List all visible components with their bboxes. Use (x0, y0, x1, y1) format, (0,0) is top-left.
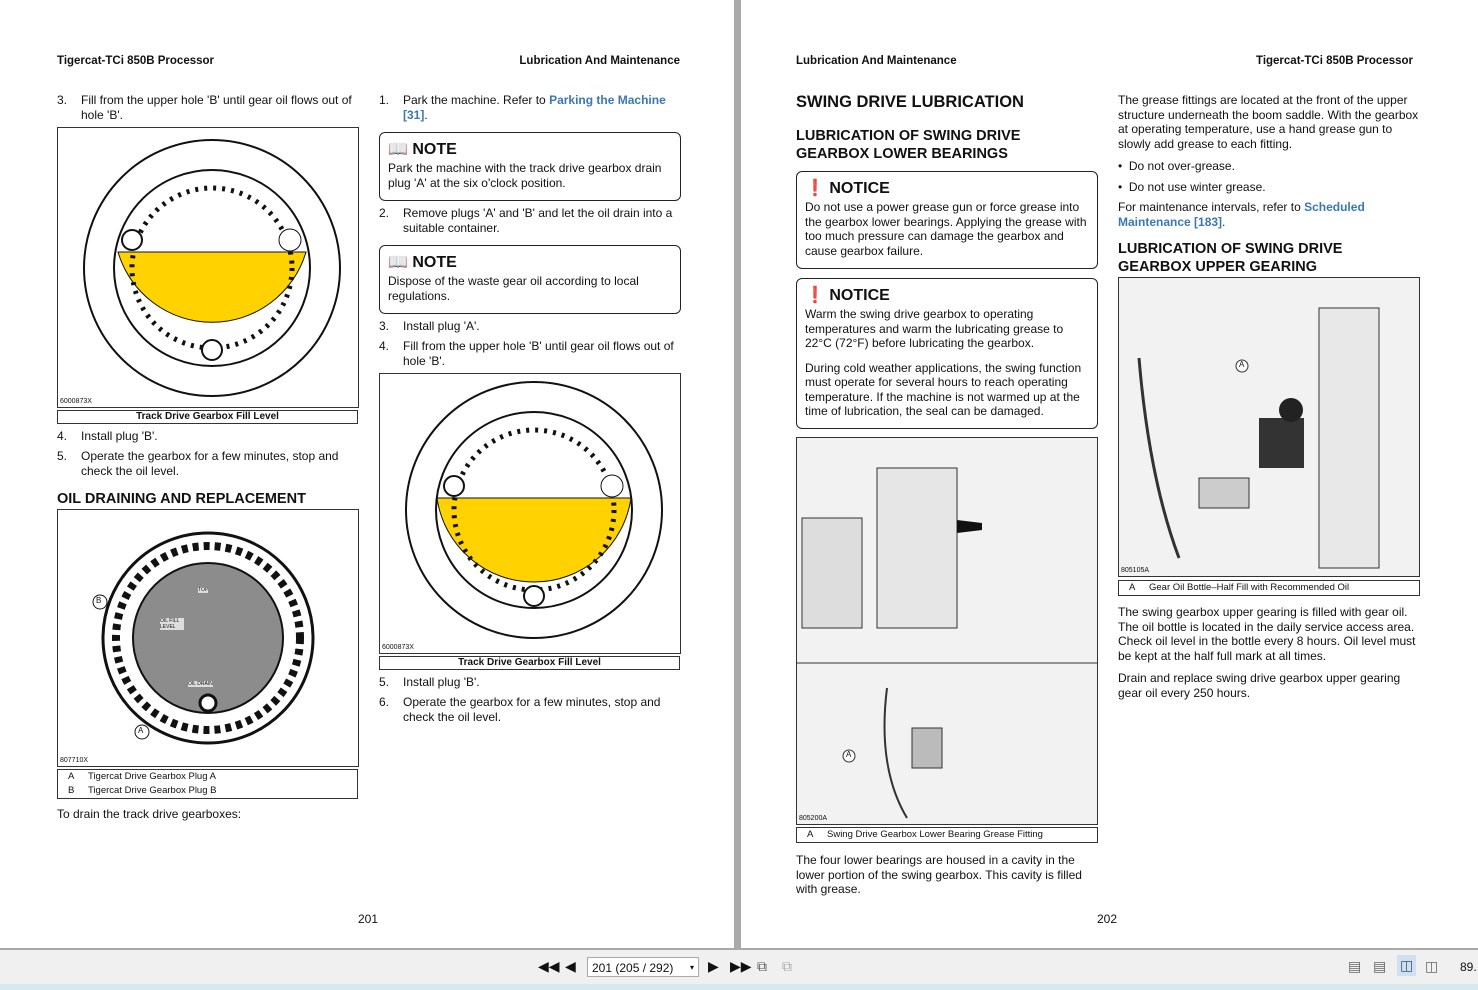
figure-legend: A Gear Oil Bottle–Half Fill with Recommended Oil (1118, 580, 1420, 596)
note-box-1: 📖 NOTE Park the machine with the track drive gearbox drain plug 'A' at the six o'clock position. (379, 132, 681, 201)
label-top: TOP (198, 587, 209, 593)
page-202 (741, 0, 1478, 948)
two-page-icon[interactable]: ◫ (1397, 955, 1416, 976)
swing-drive-photo (796, 437, 1098, 825)
figure-legend: A Tigercat Drive Gearbox Plug A B Tigercat Drive Gearbox Plug B (57, 769, 358, 799)
fill-level-figure-2 (379, 373, 681, 654)
drain-replace-paragraph: Drain and replace swing drive gearbox upper gearing gear oil every 250 hours. (1118, 671, 1401, 700)
page-number: 202 (1097, 912, 1118, 926)
fill-level-figure-1 (57, 127, 359, 408)
running-header-right: Tigercat-TCi 850B Processor (1256, 55, 1414, 67)
callout-a: A (846, 750, 852, 759)
step-6b: 6. Operate the gearbox for a few minutes, stop and check the oil level. (379, 695, 661, 724)
scheduled-maintenance-link[interactable]: Scheduled Maintenance [183] (1118, 200, 1365, 229)
step-3: 3. Fill from the upper hole 'B' until gear oil flows out of hole 'B'. (57, 93, 352, 122)
drain-figure (57, 509, 359, 767)
figure-caption: Track Drive Gearbox Fill Level (57, 410, 358, 424)
info-icon: ❗ (805, 180, 825, 197)
oil-bottle-photo (1118, 277, 1420, 577)
running-header-left: Tigercat-TCi 850B Processor (57, 55, 215, 67)
bullet-1: • Do not over-grease. (1118, 159, 1235, 173)
step-5: 5. Operate the gearbox for a few minutes, stop and check the oil level. (57, 449, 339, 478)
gearbox-fill-diagram (58, 128, 358, 407)
oil-bottle-illustration (1119, 278, 1419, 576)
two-page-continuous-icon[interactable]: ◫ (1425, 958, 1439, 974)
upper-gearing-paragraph: The swing gearbox upper gearing is filled with gear oil. The oil bottle is located in the daily service access area. Check oil level in the bottle every 8 hours. Oil level must be kept at the half full mark at all times. (1118, 605, 1416, 663)
note-box-2: 📖 NOTE Dispose of the waste gear oil according to local regulations. (379, 245, 681, 314)
figure-legend: A Swing Drive Gearbox Lower Bearing Grease Fitting (796, 827, 1098, 843)
label-oil-fill: OIL FILL LEVEL (160, 618, 184, 630)
book-icon: 📖 (388, 141, 408, 158)
status-strip (0, 984, 1478, 990)
section-heading: LUBRICATION OF SWING DRIVE GEARBOX UPPER GEARING (1118, 241, 1343, 275)
continuous-page-icon[interactable]: ▤ (1373, 958, 1387, 974)
figure-id: 6000873X (382, 644, 414, 651)
page-201 (0, 0, 734, 948)
running-header-right: Lubrication And Maintenance (519, 55, 680, 67)
zoom-level[interactable]: 89. (1460, 960, 1477, 974)
figure-id: 807710X (60, 757, 89, 764)
book-icon: 📖 (388, 254, 408, 271)
notice-box-1: ❗ NOTICE Do not use a power grease gun or force grease into the gearbox lower bearings. Applying the grease with too much pressure can damage the gearbox and cause gearbox failure. (796, 171, 1098, 269)
gearbox-fill-diagram (380, 374, 680, 653)
drain-intro: To drain the track drive gearboxes: (57, 807, 242, 821)
bullet-2: • Do not use winter grease. (1118, 180, 1266, 194)
running-header-left: Lubrication And Maintenance (796, 55, 957, 67)
go-back-view-icon[interactable]: ⧉ (757, 958, 767, 974)
step-1: 1. Park the machine. Refer to Parking the Machine [31]. (379, 93, 666, 122)
step-3b: 3. Install plug 'A'. (379, 319, 480, 333)
figure-caption: Track Drive Gearbox Fill Level (379, 656, 680, 670)
callout-a: A (138, 726, 144, 735)
page-title: SWING DRIVE LUBRICATION (796, 93, 1024, 111)
figure-id: 805105A (1121, 567, 1150, 574)
step-5b: 5. Install plug 'B'. (379, 675, 480, 689)
figure-id: 805200A (799, 815, 828, 822)
step-2: 2. Remove plugs 'A' and 'B' and let the oil drain into a suitable container. (379, 206, 673, 235)
section-heading: LUBRICATION OF SWING DRIVE GEARBOX LOWER BEARINGS (796, 128, 1021, 162)
callout-a: A (1239, 360, 1245, 369)
go-forward-view-icon[interactable]: ⧉ (782, 958, 792, 974)
section-heading: OIL DRAINING AND REPLACEMENT (57, 491, 306, 507)
page-number: 201 (358, 912, 379, 926)
chevron-down-icon: ▾ (689, 963, 694, 972)
previous-page-icon[interactable]: ◀ (565, 958, 576, 974)
last-page-icon[interactable]: ▶▶ (730, 958, 752, 974)
step-4b: 4. Fill from the upper hole 'B' until gear oil flows out of hole 'B'. (379, 339, 674, 368)
gearbox-drain-diagram (58, 510, 358, 766)
swing-drive-illustration (797, 438, 1097, 824)
grease-fittings-paragraph: The grease fittings are located at the front of the upper structure underneath the boom saddle. With the gearbox at operating temperature, use a hand grease gun to slowly add grease to each fitting. (1118, 93, 1419, 151)
info-icon: ❗ (805, 287, 825, 304)
callout-b: B (96, 596, 102, 605)
page-selector[interactable]: 201 (205 / 292) ▾ (587, 957, 699, 977)
lower-bearings-paragraph: The four lower bearings are housed in a cavity in the lower portion of the swing gearbox. This cavity is filled with grease. (796, 853, 1082, 896)
viewer-toolbar (0, 950, 1478, 984)
first-page-icon[interactable]: ◀◀ (538, 958, 560, 974)
next-page-icon[interactable]: ▶ (708, 958, 719, 974)
label-oil-drain: OIL DRAIN (188, 681, 213, 687)
step-4: 4. Install plug 'B'. (57, 429, 158, 443)
parking-link[interactable]: Parking the Machine [31] (403, 93, 666, 122)
single-page-icon[interactable]: ▤ (1348, 958, 1362, 974)
maintenance-intervals: For maintenance intervals, refer to Scheduled Maintenance [183]. (1118, 200, 1365, 229)
figure-id: 6000873X (60, 398, 92, 405)
notice-box-2: ❗ NOTICE Warm the swing drive gearbox to operating temperatures and warm the lubricating grease to 22°C (72°F) before lubricating the gearbox. During cold weather applications, the swing function must operate for several hours to reach operating temperature. If the machine is not warmed up at the time of lubrication, the seal can be damaged. (796, 278, 1098, 429)
